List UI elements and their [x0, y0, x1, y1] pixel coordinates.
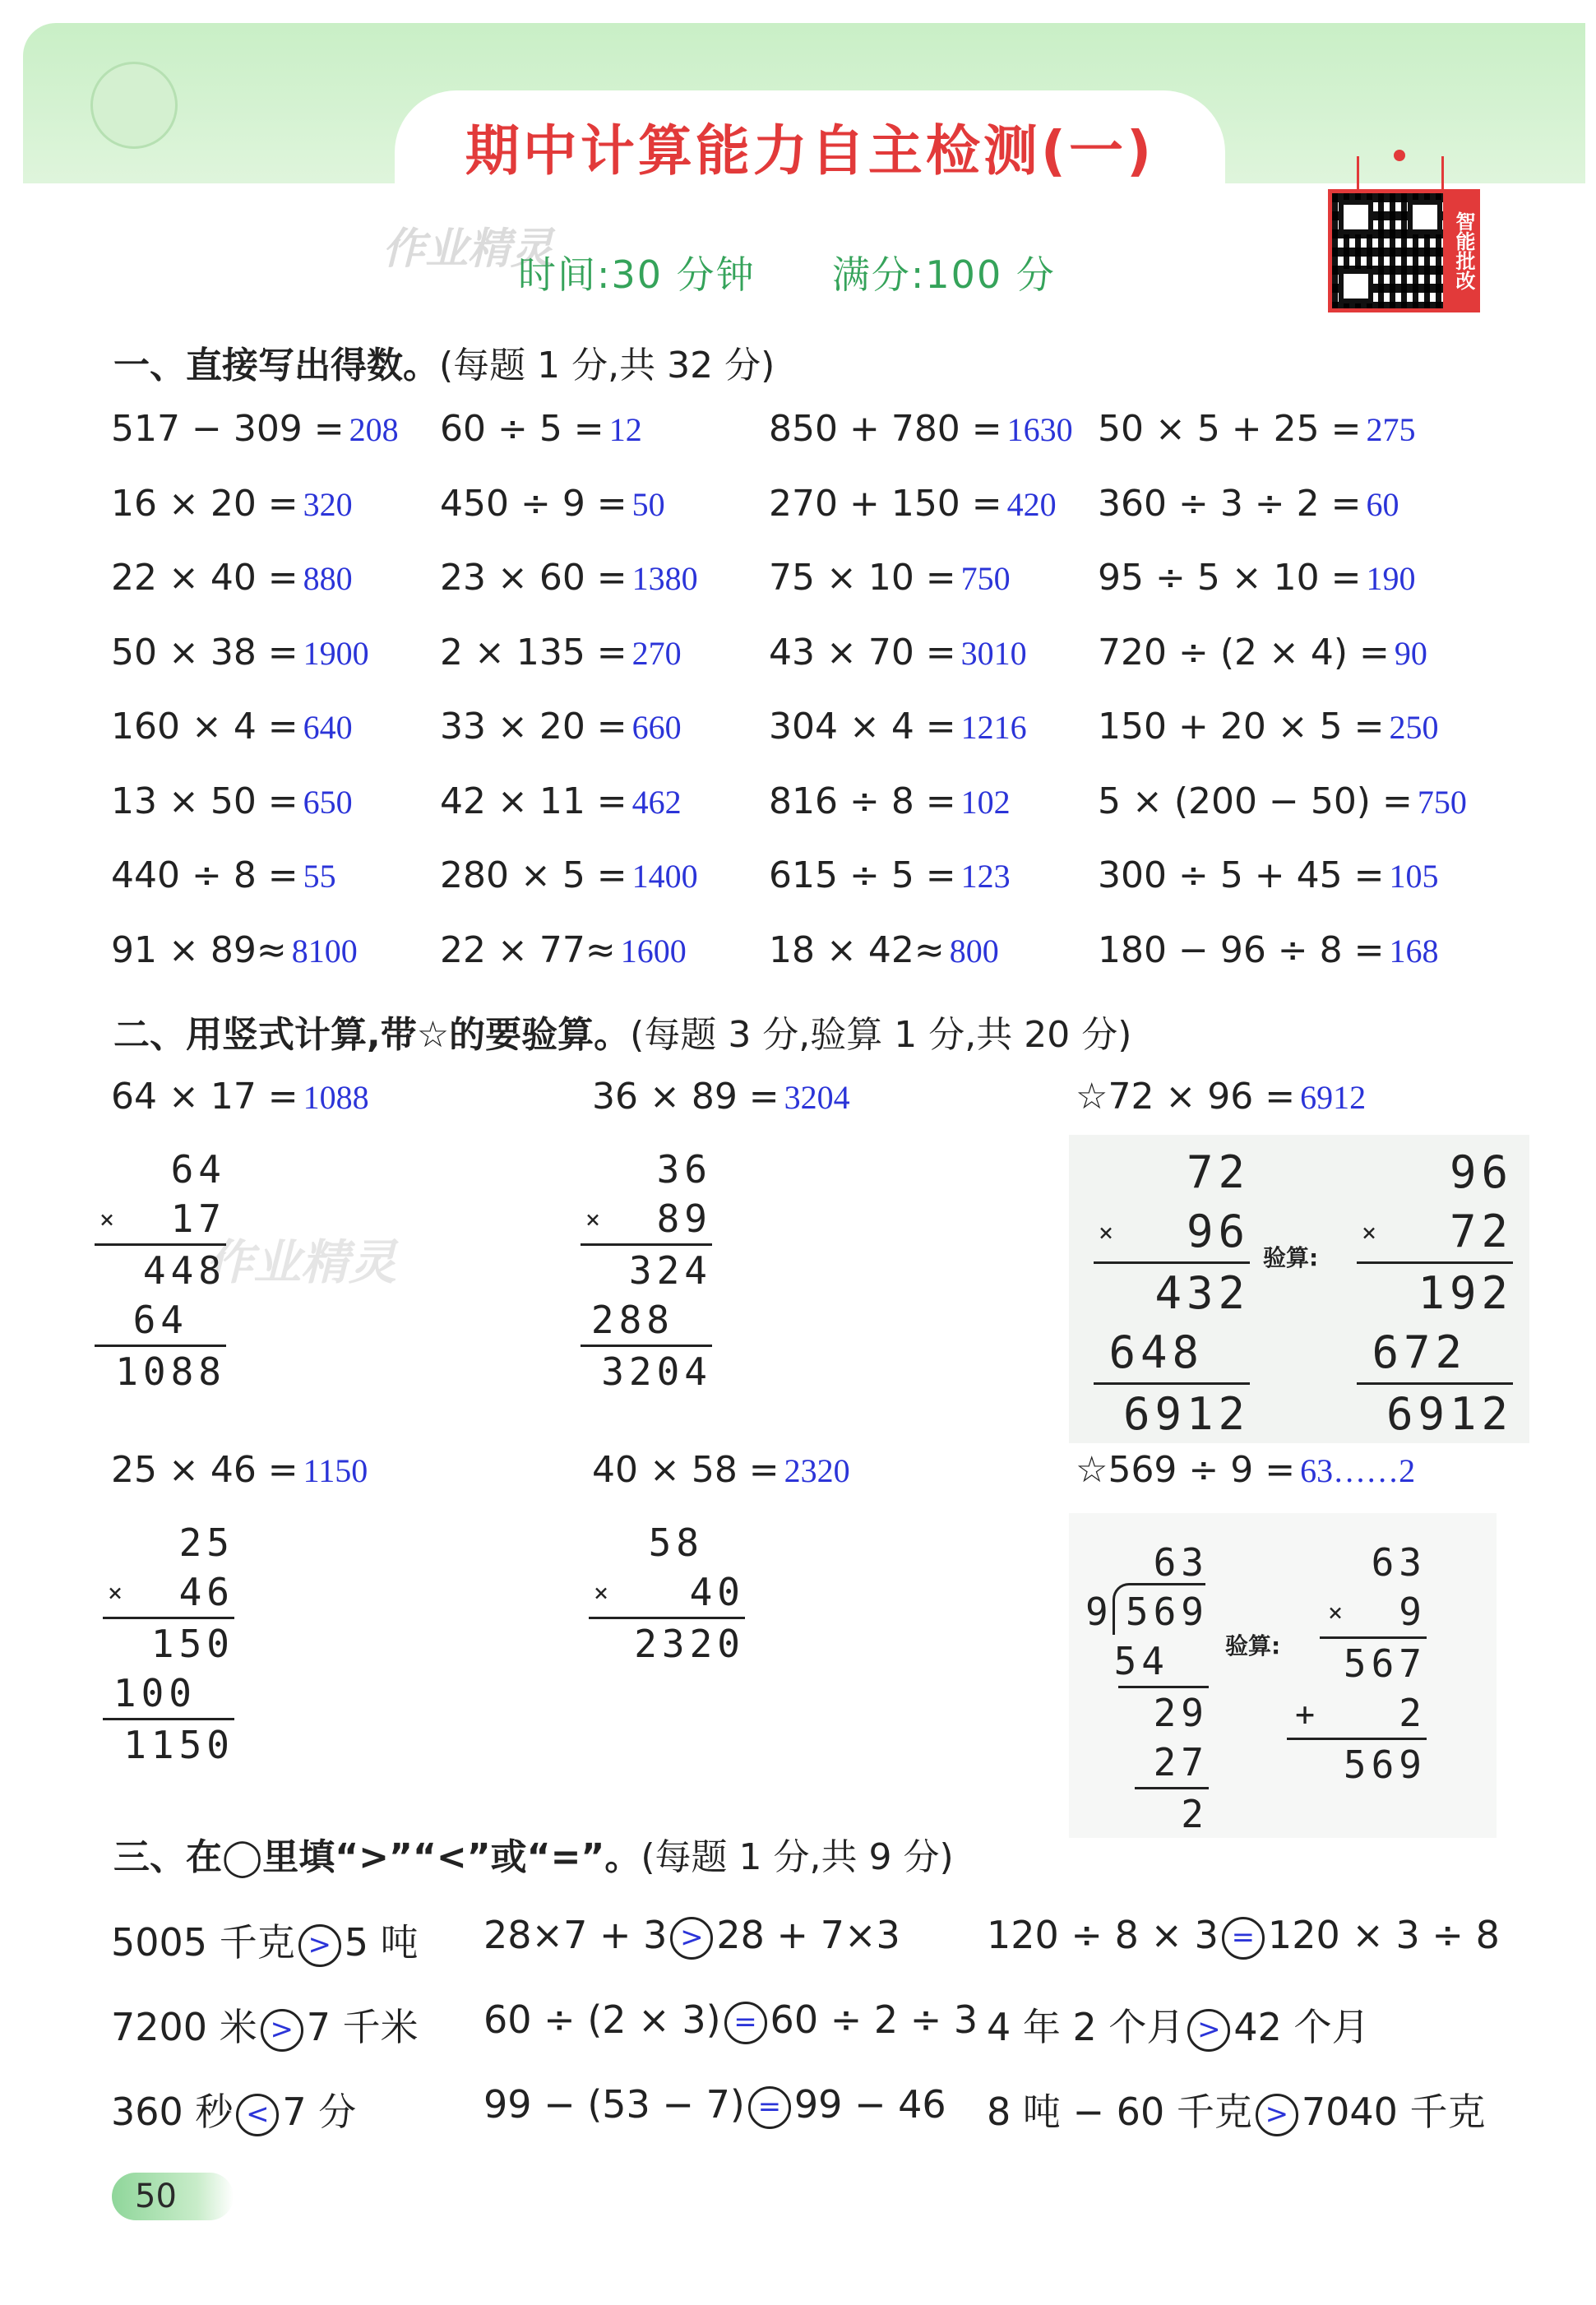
product: 6912 [1386, 1388, 1513, 1440]
comparison-item [111, 1997, 419, 2052]
problem-answer: 123 [960, 858, 1011, 895]
multiplier: 46 [178, 1570, 234, 1614]
compare-right: 7 分 [282, 2090, 357, 2134]
multiplicand: 63 [1371, 1540, 1427, 1585]
multiplier-row [95, 1194, 226, 1243]
multiplier: 89 [656, 1196, 712, 1241]
problem-answer: 50 [631, 485, 665, 523]
problem-answer: 1630 [1006, 411, 1073, 448]
oral-problem [1098, 557, 1416, 599]
page-number: 50 [112, 2173, 234, 2220]
problem-answer: 320 [303, 485, 353, 523]
times-icon: × [594, 1579, 614, 1608]
problem-answer: 1216 [960, 709, 1027, 746]
division-step: 27 [1153, 1740, 1209, 1784]
oral-problem [1098, 632, 1427, 673]
problem-answer: 1400 [631, 858, 698, 895]
multiplier-row [581, 1194, 712, 1243]
vertical-calculation [103, 1518, 234, 1770]
problem-answer: 63……2 [1300, 1452, 1416, 1489]
multiplicand: 25 [178, 1520, 234, 1565]
oral-problem [111, 632, 369, 673]
multiplier-row [1287, 1587, 1427, 1636]
compare-right: 99 − 46 [793, 2082, 946, 2127]
problem-answer: 800 [949, 932, 999, 970]
multiplier-row [1094, 1202, 1250, 1261]
problem-expr: 2 × 135 = [440, 631, 627, 673]
check-label: 验算: [1263, 1244, 1319, 1271]
problem-expr: 450 ÷ 9 = [440, 482, 627, 525]
problem-answer: 102 [960, 783, 1011, 821]
problem-expr: 720 ÷ (2 × 4) = [1098, 631, 1390, 673]
remainder: 2 [1181, 1792, 1209, 1836]
oral-problem [1098, 929, 1439, 971]
compare-right: 5 吨 [344, 1920, 419, 1965]
comparison-item [483, 1913, 900, 1960]
division-step: 54 [1113, 1639, 1169, 1683]
product: 2320 [634, 1622, 745, 1666]
multiplier: 72 [1449, 1206, 1513, 1257]
vertical-problem-5 [592, 1449, 850, 1491]
compare-left: 99 − (53 − 7) [483, 2082, 745, 2127]
partial-product: 192 [1418, 1267, 1513, 1319]
answer-circle[interactable]: > [1187, 2009, 1230, 2052]
compare-left: 28×7 + 3 [483, 1913, 668, 1957]
comparison-item [987, 1913, 1500, 1960]
multiplicand: 72 [1186, 1146, 1250, 1198]
oral-problem [111, 854, 336, 896]
problem-answer: 420 [1006, 485, 1057, 523]
qr-code-icon[interactable] [1328, 189, 1447, 312]
problem-expr: 270 + 150 = [769, 482, 1002, 525]
comparison-item [483, 1997, 978, 2044]
vertical-calculation [95, 1145, 226, 1396]
problem-expr: 13 × 50 = [111, 780, 298, 822]
answer-circle[interactable]: > [670, 1917, 713, 1960]
problem-answer: 3010 [960, 634, 1027, 672]
multiplicand: 58 [648, 1520, 704, 1565]
partial-product: 64 [132, 1298, 188, 1342]
compare-left: 5005 千克 [111, 1920, 295, 1965]
problem-expr: 36 × 89 = [592, 1076, 779, 1118]
problem-expr: 160 × 4 = [111, 706, 298, 748]
problem-expr: 43 × 70 = [769, 631, 956, 673]
problem-answer: 3204 [784, 1079, 850, 1116]
compare-right: 42 个月 [1233, 2005, 1370, 2049]
plus-icon: + [1295, 1696, 1321, 1733]
vertical-problem-4 [111, 1449, 368, 1491]
problem-answer: 8100 [291, 932, 358, 970]
problem-answer: 1600 [620, 932, 687, 970]
compare-left: 7200 米 [111, 2005, 257, 2049]
compare-right: 7 千米 [306, 2005, 419, 2049]
vertical-problem-3 [1076, 1076, 1366, 1118]
multiplicand: 36 [656, 1147, 712, 1192]
page-title: 期中计算能力自主检测(一) [465, 119, 1155, 183]
problem-expr: 816 ÷ 8 = [769, 780, 956, 822]
oral-problem [111, 780, 353, 822]
oral-problem [769, 929, 999, 971]
problem-expr: 300 ÷ 5 + 45 = [1098, 854, 1385, 896]
section2-note: (每题 3 分,验算 1 分,共 20 分) [630, 1014, 1132, 1056]
comparison-item [111, 1913, 419, 1967]
watermark: 作业精灵 [382, 224, 554, 274]
partial-product: 672 [1372, 1326, 1467, 1378]
qr-code-block[interactable] [1328, 189, 1492, 321]
problem-answer: 750 [960, 560, 1011, 597]
compare-left: 4 年 2 个月 [987, 2005, 1185, 2049]
problem-expr: 50 × 38 = [111, 631, 298, 673]
problem-expr: 33 × 20 = [440, 706, 627, 748]
product: 569 [1343, 1743, 1427, 1787]
check-label: 验算: [1225, 1632, 1281, 1659]
product: 6912 [1122, 1388, 1250, 1440]
oral-problem [769, 854, 1011, 896]
multiplier-row [1357, 1202, 1513, 1261]
problem-answer: 1150 [303, 1452, 368, 1489]
compare-left: 120 ÷ 8 × 3 [987, 1913, 1219, 1957]
oral-problem [440, 780, 682, 822]
qr-finder-icon [1339, 269, 1373, 303]
vertical-calculation [1094, 1143, 1250, 1444]
problem-answer: 2320 [784, 1452, 850, 1489]
oral-problem [769, 706, 1027, 748]
check-calculation [1287, 1538, 1427, 1789]
qr-tag: 智能批改 [1447, 189, 1480, 312]
problem-answer: 1900 [303, 634, 369, 672]
comparison-item [111, 2082, 356, 2136]
answer-circle[interactable]: = [724, 2002, 767, 2044]
oral-problem [111, 929, 358, 971]
section3-title: 三、在◯里填“>”“<”或“=”。 [113, 1836, 641, 1878]
vertical-calculation [581, 1145, 712, 1396]
compare-right: 60 ÷ 2 ÷ 3 [770, 1997, 978, 2042]
vertical-problem-2 [592, 1076, 850, 1118]
problem-expr: 75 × 10 = [769, 557, 956, 599]
oral-problem [1098, 780, 1467, 822]
problem-expr: 850 + 780 = [769, 408, 1002, 450]
test-meta [518, 245, 1056, 299]
problem-answer: 650 [303, 783, 353, 821]
partial-product: 150 [150, 1622, 234, 1666]
times-icon: × [1099, 1219, 1119, 1247]
section1-title: 一、直接写出得数。 [113, 345, 439, 386]
partial-product: 100 [113, 1671, 197, 1715]
problem-answer: 90 [1394, 634, 1427, 672]
problem-answer: 168 [1389, 932, 1439, 970]
problem-answer: 250 [1389, 709, 1439, 746]
answer-circle[interactable]: < [236, 2094, 279, 2136]
division-step: 29 [1153, 1691, 1209, 1735]
problem-answer: 640 [303, 709, 353, 746]
problem-expr: 150 + 20 × 5 = [1098, 706, 1385, 748]
oral-problem [440, 557, 698, 599]
problem-expr: 42 × 11 = [440, 780, 627, 822]
problem-answer: 60 [1366, 485, 1399, 523]
problem-expr: 517 − 309 = [111, 408, 345, 450]
multiplier-row [589, 1567, 745, 1617]
problem-expr: 5 × (200 − 50) = [1098, 780, 1413, 822]
problem-expr: 91 × 89≈ [111, 928, 287, 971]
problem-expr: 95 ÷ 5 × 10 = [1098, 557, 1362, 599]
answer-circle[interactable]: = [1222, 1917, 1265, 1960]
vertical-calculation [589, 1518, 745, 1669]
qr-finder-icon [1339, 200, 1373, 234]
problem-expr: 440 ÷ 8 = [111, 854, 298, 896]
problem-answer: 1380 [631, 560, 698, 597]
partial-product: 567 [1343, 1641, 1427, 1686]
problem-expr: 25 × 46 = [111, 1449, 298, 1491]
problem-expr: 360 ÷ 3 ÷ 2 = [1098, 482, 1362, 525]
problem-answer: 12 [608, 411, 642, 448]
times-icon: × [1362, 1219, 1382, 1247]
watermark: 作业精灵 [206, 1234, 397, 1290]
problem-answer: 1088 [303, 1079, 369, 1116]
answer-circle[interactable]: > [298, 1924, 341, 1967]
problem-answer: 208 [349, 411, 399, 448]
oral-problem [440, 408, 642, 450]
answer-circle[interactable]: = [748, 2086, 791, 2129]
compare-right: 7040 千克 [1301, 2090, 1486, 2134]
oral-problem [111, 706, 353, 748]
quotient: 63 [1153, 1540, 1209, 1585]
compare-right: 120 × 3 ÷ 8 [1267, 1913, 1500, 1957]
problem-expr: ☆72 × 96 = [1076, 1076, 1296, 1118]
multiplier-row [103, 1567, 234, 1617]
problem-expr: 60 ÷ 5 = [440, 408, 604, 450]
product: 1088 [115, 1349, 226, 1394]
section2-heading [113, 1005, 1131, 1058]
partial-product: 648 [1108, 1326, 1204, 1378]
problem-answer: 105 [1389, 858, 1439, 895]
partial-product: 288 [590, 1298, 674, 1342]
oral-problem [440, 632, 682, 673]
oral-problem [1098, 706, 1439, 748]
divisor: 9 [1085, 1590, 1113, 1634]
problem-expr: 64 × 17 = [111, 1076, 298, 1118]
partial-product: 448 [142, 1248, 226, 1293]
vertical-problem-1 [111, 1076, 369, 1118]
full-score: 满分:100 分 [831, 252, 1056, 297]
problem-expr: 50 × 5 + 25 = [1098, 408, 1362, 450]
problem-expr: 615 ÷ 5 = [769, 854, 956, 896]
oral-problem [1098, 483, 1399, 525]
oral-problem [769, 408, 1073, 450]
section3-note: (每题 1 分,共 9 分) [641, 1836, 954, 1878]
product: 1150 [123, 1723, 234, 1767]
section3-heading [113, 1827, 954, 1880]
problem-expr: 18 × 42≈ [769, 928, 945, 971]
problem-answer: 270 [631, 634, 682, 672]
problem-expr: 280 × 5 = [440, 854, 627, 896]
multiplier: 9 [1399, 1590, 1427, 1634]
problem-answer: 462 [631, 783, 682, 821]
multiplier: 17 [170, 1196, 226, 1241]
times-icon: × [585, 1206, 606, 1234]
check-calculation [1357, 1143, 1513, 1444]
problem-answer: 55 [303, 858, 336, 895]
division-bracket-icon [1113, 1583, 1205, 1635]
problem-answer: 6912 [1300, 1079, 1367, 1116]
problem-expr: 16 × 20 = [111, 482, 298, 525]
vertical-problem-6 [1076, 1449, 1415, 1491]
section1-heading [113, 336, 775, 388]
oral-problem [769, 557, 1011, 599]
section1-note: (每题 1 分,共 32 分) [439, 345, 775, 386]
comparison-item [987, 1997, 1370, 2052]
problem-expr: 180 − 96 ÷ 8 = [1098, 928, 1385, 971]
partial-product: 432 [1154, 1267, 1250, 1319]
oral-problem [111, 408, 399, 450]
compare-left: 8 吨 − 60 千克 [987, 2090, 1252, 2134]
remainder: 2 [1399, 1691, 1427, 1735]
problem-answer: 190 [1366, 560, 1416, 597]
compare-right: 28 + 7×3 [716, 1913, 900, 1957]
compare-left: 60 ÷ (2 × 3) [483, 1997, 721, 2042]
times-icon: × [1328, 1599, 1349, 1627]
qr-finder-icon [1408, 200, 1442, 234]
problem-expr: 22 × 77≈ [440, 928, 616, 971]
problem-answer: 750 [1417, 783, 1467, 821]
dividend: 569 [1125, 1590, 1209, 1634]
compare-left: 360 秒 [111, 2090, 234, 2134]
times-icon: × [99, 1206, 120, 1234]
oral-problem [1098, 854, 1439, 896]
oral-problem [440, 706, 682, 748]
comparison-item [987, 2082, 1486, 2136]
problem-expr: 22 × 40 = [111, 557, 298, 599]
problem-answer: 660 [631, 709, 682, 746]
oral-problem [440, 483, 665, 525]
oral-problem [440, 854, 698, 896]
problem-answer: 880 [303, 560, 353, 597]
multiplicand: 64 [170, 1147, 226, 1192]
section2-title: 二、用竖式计算,带☆的要验算。 [113, 1014, 631, 1056]
multiplier: 96 [1186, 1206, 1250, 1257]
answer-circle[interactable]: > [1256, 2094, 1298, 2136]
problem-answer: 275 [1366, 411, 1416, 448]
oral-problem [769, 483, 1057, 525]
oral-problem [440, 929, 687, 971]
problem-expr: 304 × 4 = [769, 706, 956, 748]
oral-problem [1098, 408, 1416, 450]
decorative-circle-icon [90, 62, 178, 149]
oral-problem [769, 780, 1011, 822]
problem-expr: 40 × 58 = [592, 1449, 779, 1491]
comparison-item [483, 2082, 946, 2129]
answer-circle[interactable]: > [261, 2009, 303, 2052]
oral-problem [111, 483, 353, 525]
multiplier: 40 [689, 1570, 745, 1614]
multiplicand: 96 [1449, 1146, 1513, 1198]
oral-problem [769, 632, 1027, 673]
problem-expr: ☆569 ÷ 9 = [1076, 1449, 1296, 1491]
partial-product: 324 [628, 1248, 712, 1293]
product: 3204 [601, 1349, 712, 1394]
time-limit: 时间:30 分钟 [518, 252, 756, 297]
oral-problem [111, 557, 353, 599]
times-icon: × [108, 1579, 128, 1608]
addend-row [1287, 1688, 1427, 1738]
problem-expr: 23 × 60 = [440, 557, 627, 599]
